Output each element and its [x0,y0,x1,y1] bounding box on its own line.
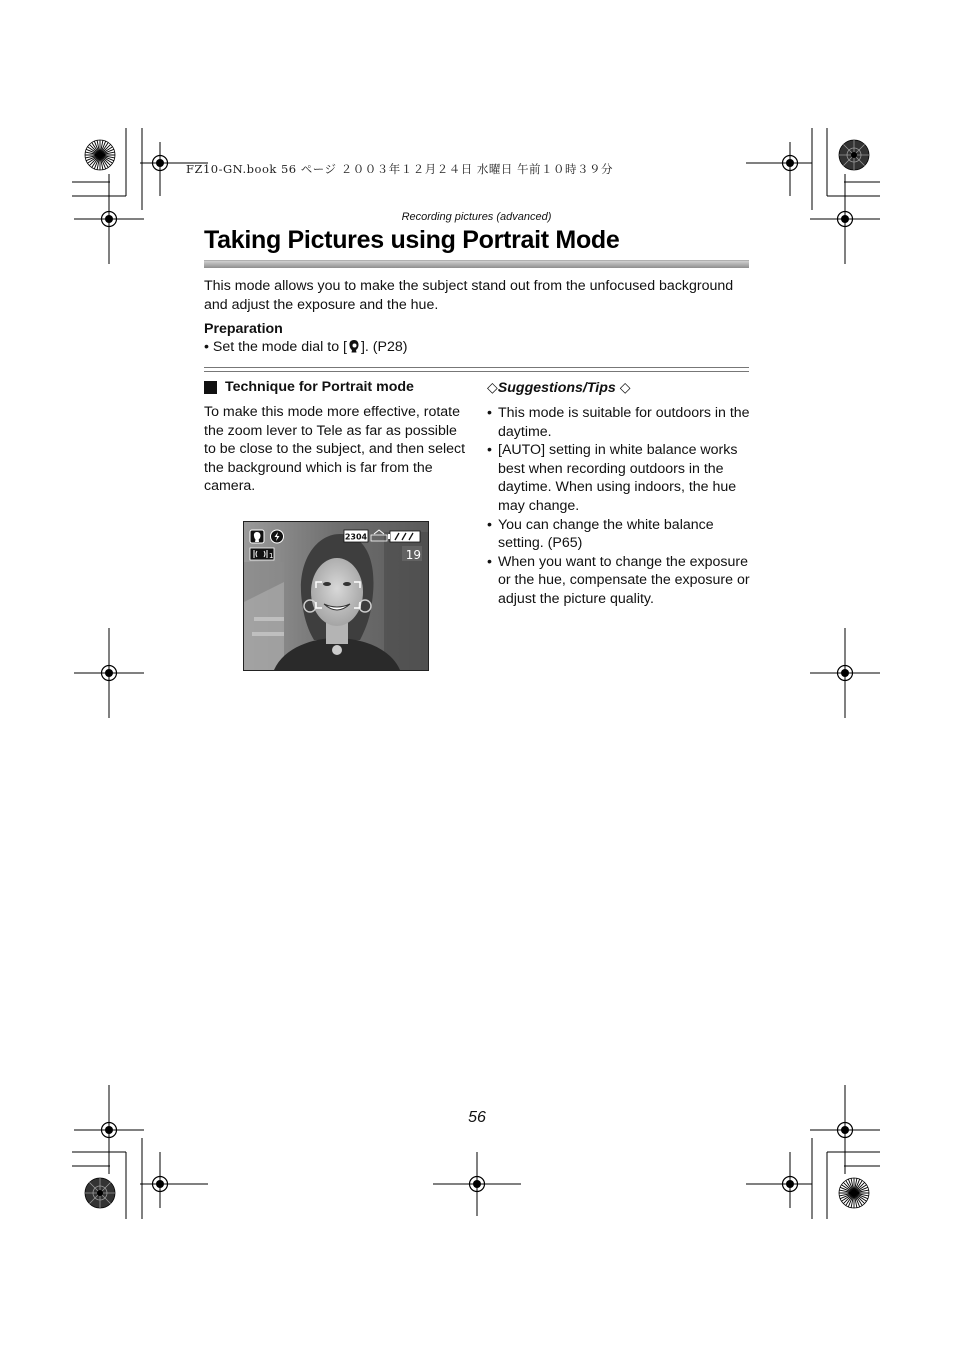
print-info: FZ10-GN.book 56 ページ ２００３年１２月２４日 水曜日 午前１０時３９分 [186,162,614,176]
battery-icon [388,531,420,542]
tips-section [487,379,752,609]
diamond-icon: ◇ [487,379,498,395]
technique-heading [204,379,466,395]
shots-remaining: 19 [405,548,421,562]
preparation-heading: Preparation [204,321,283,337]
intro-paragraph: This mode allows you to make the subject stand out from the unfocused background and adjust the exposure and the hue. [204,278,734,313]
preparation-text-end: ]. (P28) [360,339,408,355]
list-item: • When you want to change the exposure or the hue, compensate the exposure or adjust the picture quality. [487,553,752,609]
preparation-text-start: • Set the mode dial to [ [204,339,347,355]
stabilizer-mode: 1 [269,552,274,560]
technique-heading-text: Technique for Portrait mode [225,379,414,395]
resolution-value: 2304 [344,532,368,542]
tips-list [487,404,752,609]
camera-screen-photo [243,521,429,671]
list-item: • You can change the white balance setting. (P65) [487,516,752,553]
list-item: • This mode is suitable for outdoors in the daytime. [487,404,752,441]
technique-body: To make this mode more effective, rotate the zoom lever to Tele as far as possible to be close to the subject, and then select the background which is far from the camera. [204,404,466,495]
square-bullet-icon [204,381,217,394]
page-number: 56 [468,1109,486,1126]
divider-bottom [204,371,749,372]
divider-top [204,367,749,368]
section-label: Recording pictures (advanced) [401,211,552,223]
technique-section [204,379,466,496]
title-underline-bar [204,260,749,268]
portrait-mode-icon [347,339,361,353]
tips-heading-text: Suggestions/Tips [497,379,616,396]
preparation-item [204,339,408,355]
page-title: Taking Pictures using Portrait Mode [204,226,620,254]
list-item: • [AUTO] setting in white balance works best when recording outdoors in the daytime. When using indoors, the hue may change. [487,441,752,515]
diamond-icon: ◇ [619,379,631,395]
tips-heading [487,379,752,396]
portrait-photo [244,522,428,670]
